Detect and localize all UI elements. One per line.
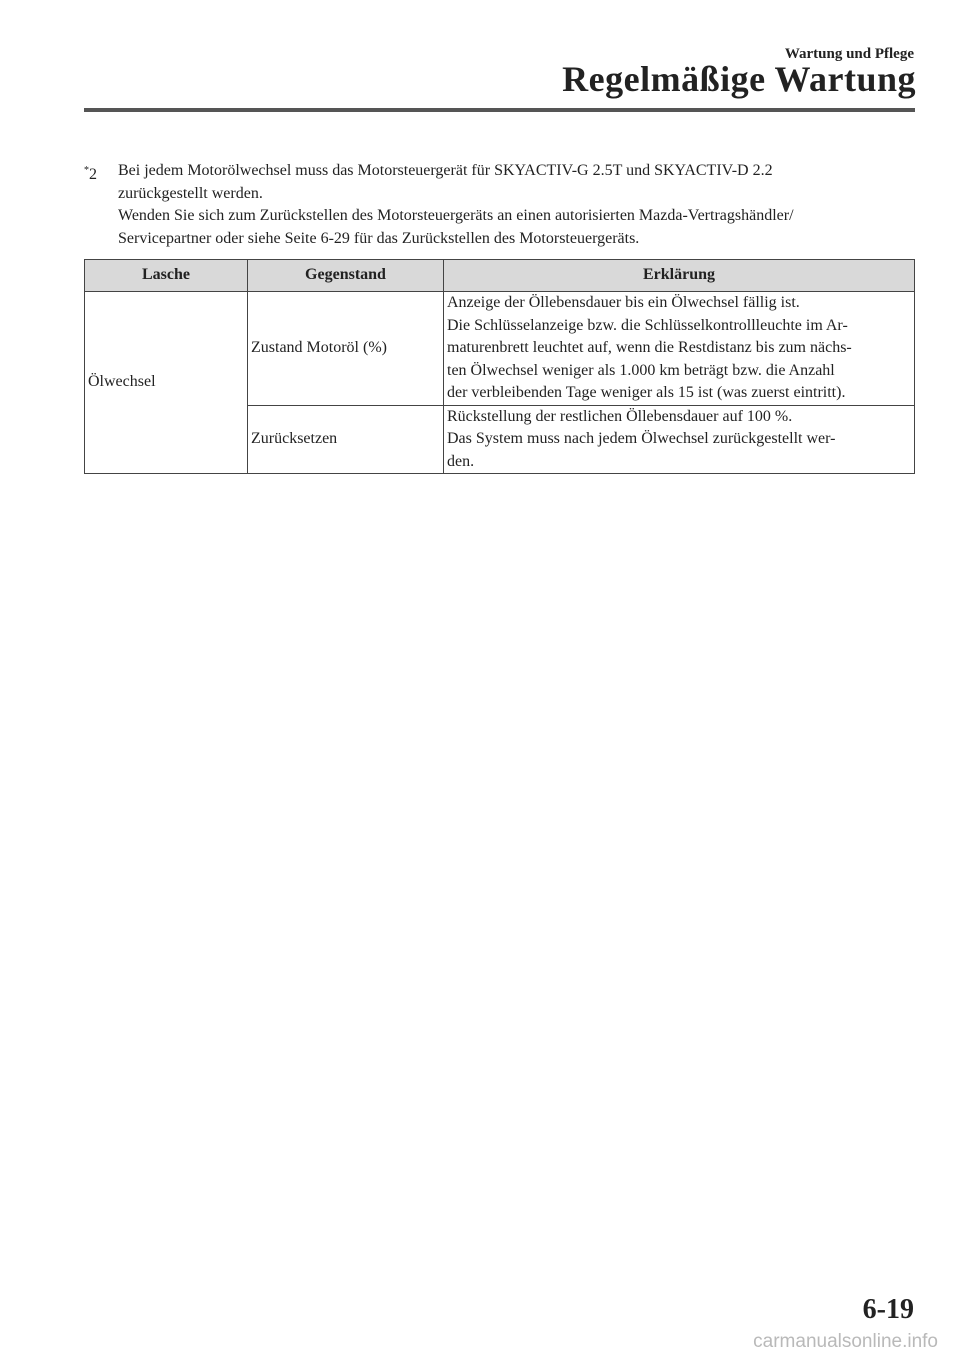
- tab-cell: Ölwechsel: [85, 292, 248, 474]
- explanation-line: Die Schlüsselanzeige bzw. die Schlüsselkontrollleuchte im Ar-: [447, 316, 848, 334]
- footnote-line: Servicepartner oder siehe Seite 6-29 für das Zurückstellen des Motorsteuergeräts.: [118, 229, 640, 247]
- item-cell: Zustand Motoröl (%): [248, 292, 444, 406]
- explanation-line: den.: [447, 452, 475, 470]
- footnote-asterisk: *: [84, 165, 89, 176]
- table-row: [85, 292, 915, 406]
- watermark: carmanualsonline.info: [753, 1331, 938, 1352]
- explanation-line: Anzeige der Öllebensdauer bis ein Ölwechsel fällig ist.: [447, 294, 800, 311]
- header-item: Gegenstand: [248, 260, 444, 292]
- header-explanation: Erklärung: [444, 260, 915, 292]
- header-divider: [84, 108, 915, 112]
- page-title: Regelmäßige Wartung: [562, 59, 916, 99]
- explanation-line: Das System muss nach jedem Ölwechsel zurückgestellt wer-: [447, 430, 836, 447]
- item-cell: Zurücksetzen: [248, 405, 444, 474]
- explanation-cell: [444, 405, 915, 474]
- explanation-line: der verbleibenden Tage weniger als 15 ist (was zuerst eintritt).: [447, 384, 846, 401]
- footnote-marker: [84, 160, 97, 187]
- table-header-row: [85, 260, 915, 292]
- explanation-line: Rückstellung der restlichen Öllebensdauer auf 100 %.: [447, 407, 793, 425]
- header-tab: Lasche: [85, 260, 248, 292]
- footnote-line: zurückgestellt werden.: [118, 184, 263, 202]
- explanation-line: ten Ölwechsel weniger als 1.000 km beträgt bzw. die Anzahl: [447, 361, 835, 379]
- explanation-line: maturenbrett leuchtet auf, wenn die Restdistanz bis zum nächs-: [447, 339, 852, 356]
- footnote-number: 2: [89, 166, 97, 183]
- footnote: [84, 160, 914, 250]
- footnote-body: [118, 160, 914, 250]
- footnote-line: Bei jedem Motorölwechsel muss das Motorsteuergerät für SKYACTIV-G 2.5T und SKYACTIV-D 2.2: [118, 162, 773, 179]
- section-heading: Wartung und Pflege: [784, 46, 914, 62]
- footnote-line: Wenden Sie sich zum Zurückstellen des Motorsteuergeräts an einen autorisierten Mazda-Vertragshändler/: [118, 207, 794, 224]
- oil-change-table: [84, 259, 915, 474]
- page-number: 6-19: [862, 1294, 914, 1325]
- explanation-cell: [444, 292, 915, 406]
